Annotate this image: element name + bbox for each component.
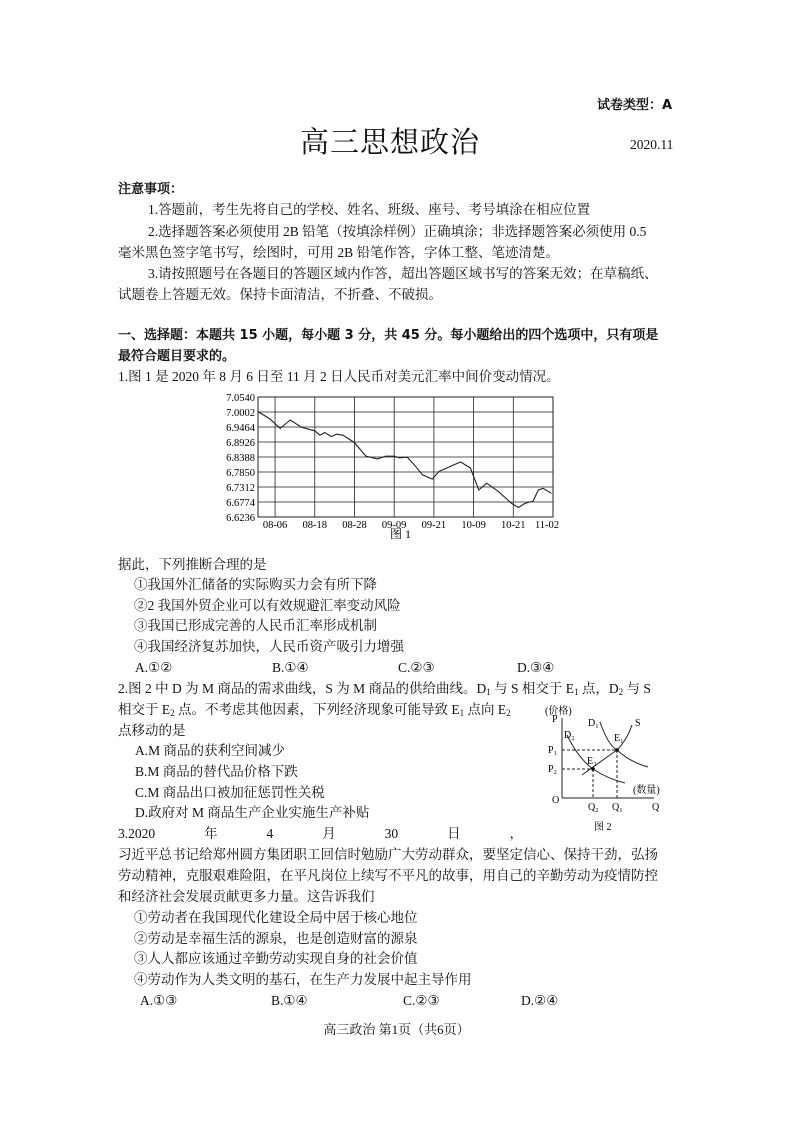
option-b: B.M 商品的替代品价格下跌 [135,764,298,779]
option-a: A.①② [135,660,173,675]
q1-stem: 1.图 1 是 2020 年 8 月 6 日至 11 月 2 日人民币对美元汇率中间价变动情况。 [118,369,560,384]
option-d: D.②④ [521,993,559,1008]
exam-date: 2020.11 [630,137,674,152]
y-tick-label: 7.0002 [226,408,255,419]
page-title: 高三思想政治 [300,125,481,159]
x-tick-label: 09-09 [381,520,407,531]
svg-text:P: P [552,714,558,725]
section-heading: 一、选择题：本题共 15 小题，每小题 3 分，共 45 分。每小题给出的四个选项中，只有项是 [118,328,659,343]
y-tick-label: 6.7312 [226,483,255,494]
q3-stem: 劳动精神，克服艰难险阻，在平凡岗位上续写不平凡的故事，用自己的辛勤劳动为疫情防控 [118,868,658,883]
x-tick-label: 08-06 [262,520,288,531]
statement: ④劳动作为人类文明的基石，在生产力发展中起主导作用 [134,972,472,987]
svg-text:Q: Q [652,802,660,813]
q3-stem: 和经济社会发展贡献更多力量。这告诉我们 [118,889,375,904]
option-c: C.M 商品出口被加征惩罚性关税 [135,785,325,800]
svg-text:E₂: E₂ [587,756,597,767]
supply-demand-diagram [530,700,680,840]
q2-stem: 点移动的是 [118,723,186,738]
statement: ①劳动者在我国现代化建设全局中居于核心地位 [134,910,418,925]
note-item: 3.请按照题号在各题目的答题区域内作答，超出答题区域书写的答案无效；在草稿纸、 [148,266,658,281]
page-footer: 高三政治 第1页（共6页） [323,1022,470,1037]
statement: ③人人都应该通过辛勤劳动实现自身的社会价值 [134,951,418,966]
svg-text:D₂: D₂ [564,730,575,741]
y-tick-label: 6.6774 [226,498,255,509]
svg-text:D₁: D₁ [588,718,599,729]
y-tick-label: 6.9464 [226,423,255,434]
option-d: D.③④ [517,660,555,675]
option-d: D.政府对 M 商品生产企业实施生产补贴 [135,805,370,820]
q2-stem: 2.图 2 中 D 为 M 商品的需求曲线，S 为 M 商品的供给曲线。$D_1$ 与 S 相交于 $E_1$ 点，$D_2$ 与 S [118,681,651,697]
statement: ①我国外汇储备的实际购买力会有所下降 [134,577,377,592]
statement: ③我国已形成完善的人民币汇率形成机制 [134,618,377,633]
svg-text:(数量): (数量) [633,785,660,796]
y-tick-label: 6.6236 [226,513,255,524]
q2-stem: 相交于 $E_2$ 点。不考虑其他因素，下列经济现象可能导致 $E_1$ 点向 $E_2$ [118,702,511,718]
option-c: C.②③ [398,660,435,675]
option-c: C.②③ [403,993,440,1008]
svg-text:(价格): (价格) [545,706,572,717]
option-b: B.①④ [271,993,308,1008]
x-tick-label: 11-02 [534,520,560,531]
svg-text:Q₁: Q₁ [612,802,623,813]
section-heading: 最符合题目要求的。 [118,349,236,364]
note-item: 试题卷上答题无效。保持卡面清洁，不折叠、不破损。 [118,287,442,302]
chart-caption: 图 1 [390,527,412,541]
svg-text:O: O [552,795,560,806]
figure2-caption: 图 2 [594,822,612,833]
q3-stem: 3.2020 年 4 月 30 日 ， [118,826,523,841]
note-item: 毫米黑色签字笔书写，绘图时，可用 2B 铅笔作答，字体工整、笔迹清楚。 [118,245,560,260]
exchange-rate-chart [220,390,590,545]
note-item: 1.答题前，考生先将自己的学校、姓名、班级、座号、考号填涂在相应位置 [148,202,591,217]
x-tick-label: 08-18 [302,520,328,531]
svg-text:Q₂: Q₂ [588,802,599,813]
svg-text:E₁: E₁ [614,733,624,744]
option-b: B.①④ [272,660,309,675]
x-tick-label: 10-09 [461,520,486,531]
svg-text:P₂: P₂ [548,764,558,775]
exchange-rate-line [258,412,551,508]
y-tick-label: 7.0540 [226,393,255,404]
y-tick-label: 6.8926 [226,438,255,449]
option-a: A.①③ [140,993,178,1008]
option-a: A.M 商品的获利空间减少 [135,743,286,758]
note-item: 2.选择题答案必须使用 2B 铅笔（按填涂样例）正确填涂；非选择题答案必须使用 0.5 [148,224,647,239]
q1-prompt: 据此，下列推断合理的是 [118,557,267,572]
x-tick-label: 10-21 [501,520,526,531]
y-tick-label: 6.7850 [226,468,255,479]
statement: ②2 我国外贸企业可以有效规避汇率变动风险 [134,598,401,613]
paper-type: 试卷类型：A [597,98,673,113]
x-tick-label: 09-21 [421,520,447,531]
y-tick-label: 6.8388 [226,453,255,464]
statement: ②劳动是幸福生活的源泉，也是创造财富的源泉 [134,931,418,946]
x-tick-label: 08-28 [342,520,367,531]
demand-curve-d1 [600,722,648,767]
svg-text:P₁: P₁ [548,745,558,756]
q3-stem: 习近平总书记给郑州圆方集团职工回信时勉励广大劳动群众，要坚定信心、保持干劲，弘扬 [118,847,658,862]
statement: ④我国经济复苏加快，人民币资产吸引力增强 [134,639,404,654]
notes-heading: 注意事项： [118,182,184,197]
svg-text:S: S [635,718,641,729]
